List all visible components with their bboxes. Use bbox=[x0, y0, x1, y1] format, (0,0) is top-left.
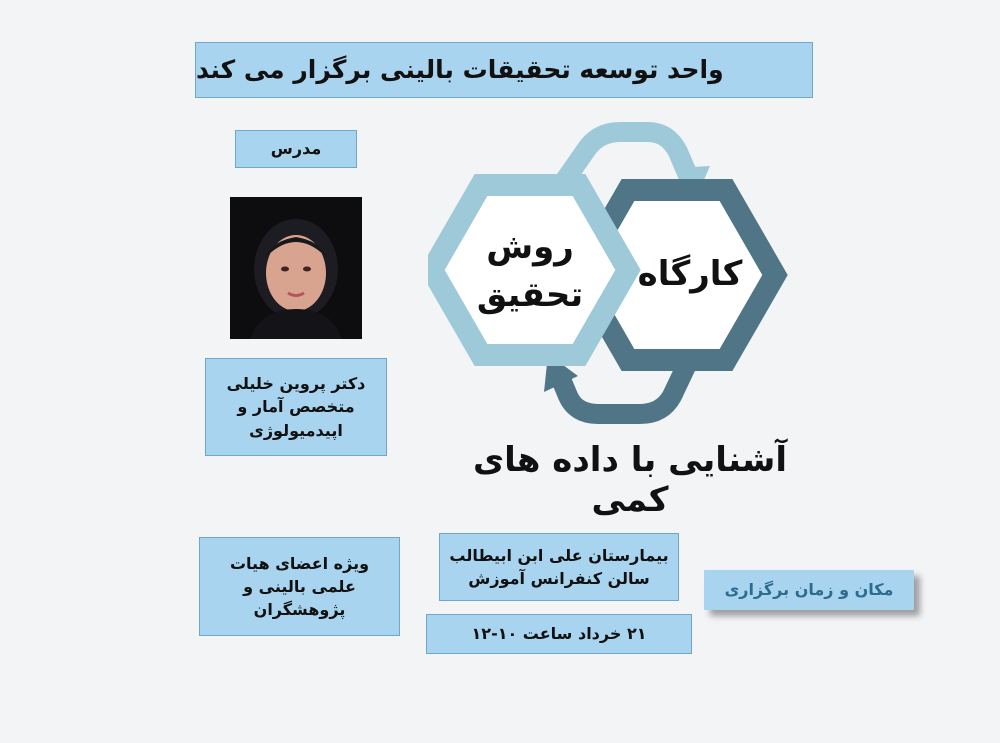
left-hexagon bbox=[432, 185, 628, 355]
instructor-photo bbox=[230, 197, 362, 339]
instructor-specialty-line1: متخصص آمار و bbox=[237, 397, 355, 417]
instructor-specialty-line2: اپیدمیولوژی bbox=[249, 420, 343, 440]
workshop-subtitle: آشنایی با داده های کمی bbox=[472, 440, 788, 520]
right-hex-label: کارگاه bbox=[637, 254, 743, 294]
venue-line2: سالن کنفرانس آموزش bbox=[468, 569, 650, 588]
title-text: واحد توسعه تحقیقات بالینی برگزار می کند bbox=[196, 54, 724, 84]
place-time-label bbox=[704, 570, 914, 610]
audience-line1: ویژه اعضای هیات bbox=[229, 553, 370, 573]
instructor-info bbox=[205, 358, 387, 456]
audience-line2: علمی بالینی و bbox=[243, 576, 356, 596]
portrait-image bbox=[230, 197, 362, 339]
place-time-text: مکان و زمان برگزاری bbox=[724, 580, 894, 600]
venue-line1: بیمارستان علی ابن ابیطالب bbox=[449, 545, 669, 565]
date-time-text: ۲۱ خرداد ساعت ۱۰-۱۲ bbox=[471, 624, 647, 644]
date-time-info bbox=[426, 614, 692, 654]
instructor-label-text: مدرس bbox=[270, 139, 322, 159]
left-hex-line1: روش bbox=[486, 227, 574, 267]
venue-info bbox=[439, 533, 679, 601]
instructor-name: دکتر پروین خلیلی bbox=[226, 374, 366, 394]
page-title bbox=[195, 42, 813, 98]
instructor-label bbox=[235, 130, 357, 168]
audience-info bbox=[199, 537, 400, 636]
left-hex-line2: تحقیق bbox=[476, 275, 584, 315]
workshop-hexagon-diagram bbox=[428, 110, 828, 435]
audience-line3: پژوهشگران bbox=[253, 600, 346, 620]
